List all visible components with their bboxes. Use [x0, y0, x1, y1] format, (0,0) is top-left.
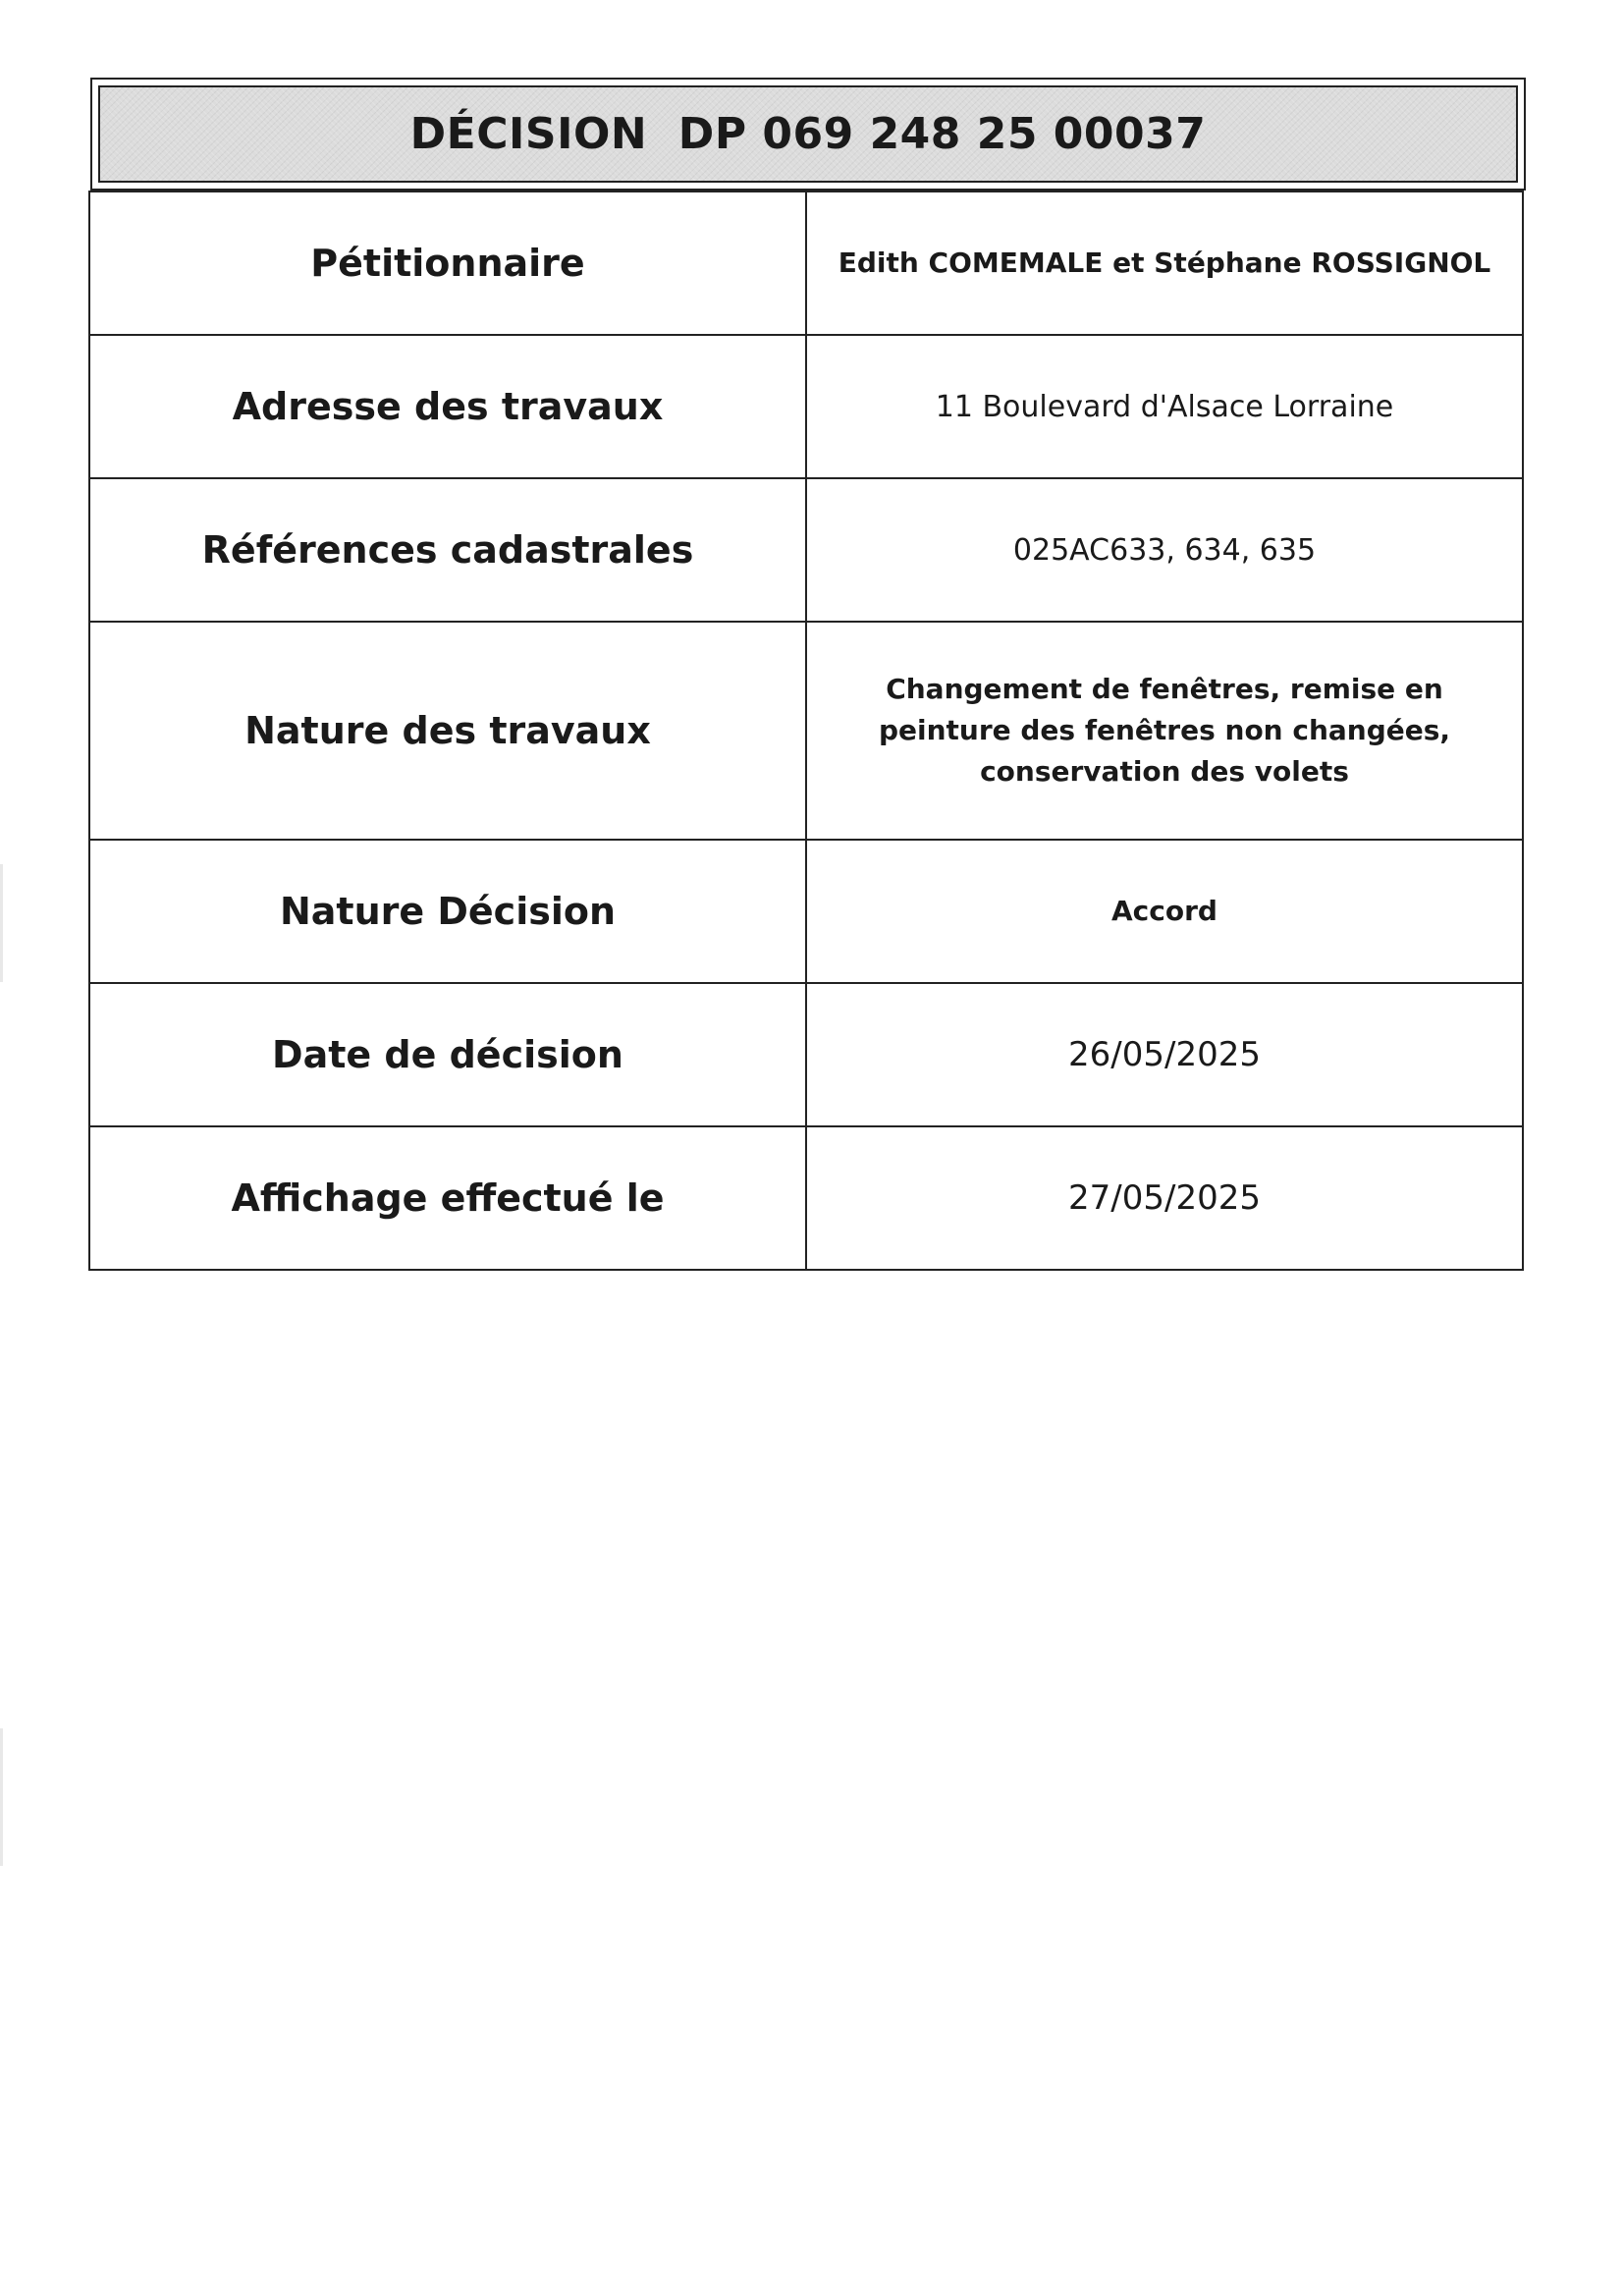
table-row-nature-travaux	[89, 622, 1523, 840]
table-row-nature-decision	[89, 840, 1523, 983]
row-value: 26/05/2025	[806, 983, 1523, 1126]
table-row-petitionnaire	[89, 191, 1523, 335]
row-value: 025AC633, 634, 635	[806, 478, 1523, 622]
decision-title: DÉCISION DP 069 248 25 00037	[409, 109, 1207, 159]
row-label: Nature des travaux	[89, 622, 806, 840]
row-value: 27/05/2025	[806, 1126, 1523, 1270]
table-row-adresse	[89, 335, 1523, 478]
table-row-date-decision	[89, 983, 1523, 1126]
row-label: Références cadastrales	[89, 478, 806, 622]
title-banner-inner	[98, 85, 1518, 183]
scan-edge-mark	[0, 1728, 3, 1866]
title-banner	[90, 78, 1526, 191]
scan-edge-mark	[0, 864, 3, 982]
row-label: Affichage effectué le	[89, 1126, 806, 1270]
row-value: Accord	[806, 840, 1523, 983]
row-value: Changement de fenêtres, remise en peinture des fenêtres non changées, conservation des volets	[806, 622, 1523, 840]
table-row-affichage	[89, 1126, 1523, 1270]
row-label: Nature Décision	[89, 840, 806, 983]
row-label: Date de décision	[89, 983, 806, 1126]
row-label: Pétitionnaire	[89, 191, 806, 335]
row-label: Adresse des travaux	[89, 335, 806, 478]
row-value: Edith COMEMALE et Stéphane ROSSIGNOL	[806, 191, 1523, 335]
decision-info-table	[88, 191, 1524, 1271]
table-row-references	[89, 478, 1523, 622]
row-value: 11 Boulevard d'Alsace Lorraine	[806, 335, 1523, 478]
